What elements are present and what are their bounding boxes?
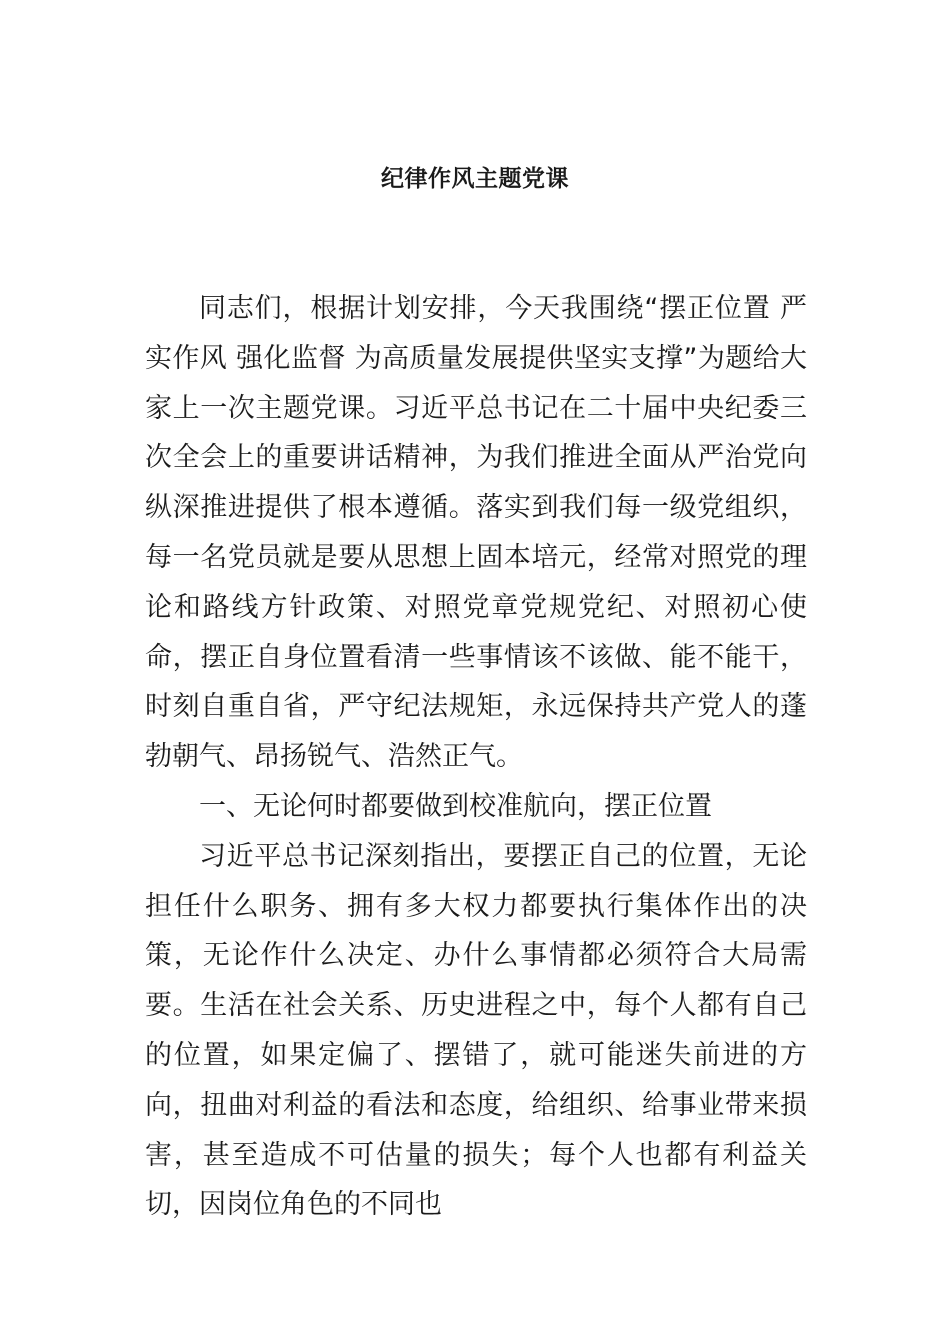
document-body [145, 284, 807, 1230]
document-title: 纪律作风主题党课 [381, 166, 569, 192]
section-heading: 一、无论何时都要做到校准航向，摆正位置 [199, 790, 712, 822]
intro-paragraph: 同志们，根据计划安排，今天我围绕“摆正位置 严实作风 强化监督 为高质量发展提供坚实支撑”为题给大家上一次主题党课。习近平总书记在二十届中央纪委三次全会上的重要讲话精神，为我们推进全面从严治党向纵深推进提供了根本遵循。落实到我们每一级党组织，每一名党员就是要从思想上固本培元，经常对照党的理论和路线方针政策、对照党章党规党纪、对照初心使命，摆正自身位置看清一些事情该不该做、能不能干，时刻自重自省，严守纪法规矩，永远保持共产党人的蓬勃朝气、昂扬锐气、浩然正气。 [145, 293, 807, 773]
section-paragraph: 习近平总书记深刻指出，要摆正自己的位置，无论担任什么职务、拥有多大权力都要执行集体作出的决策，无论作什么决定、办什么事情都必须符合大局需要。生活在社会关系、历史进程之中，每个人都有自己的位置，如果定偏了、摆错了，就可能迷失前进的方向，扭曲对利益的看法和态度，给组织、给事业带来损害，甚至造成不可估量的损失；每个人也都有利益关切，因岗位角色的不同也 [145, 840, 807, 1221]
